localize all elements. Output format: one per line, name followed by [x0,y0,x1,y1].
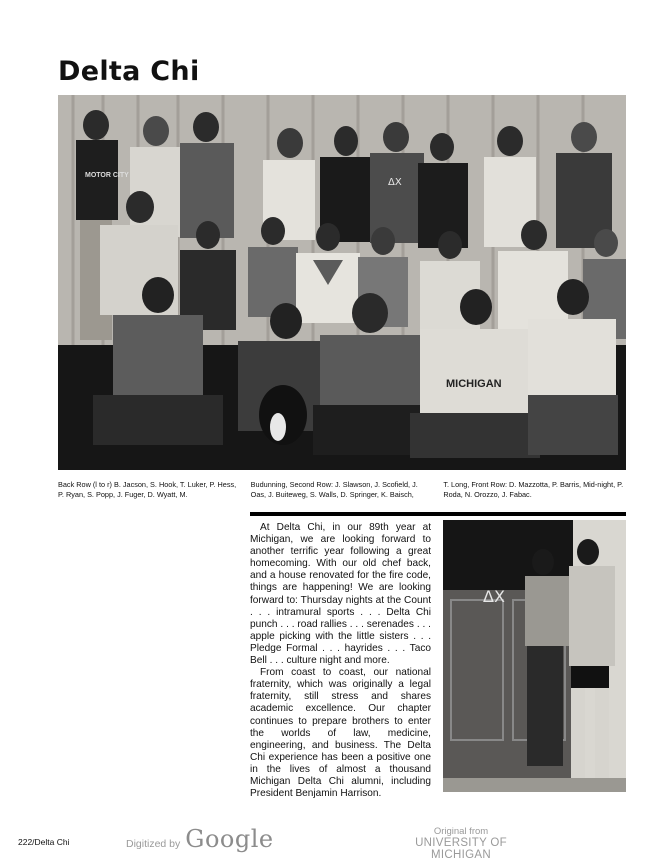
michigan-shirt-text: MICHIGAN [446,378,502,390]
section-rule [250,512,626,516]
motor-city-shirt-text: MOTOR CITY [85,172,129,179]
page-title: Delta Chi [58,56,200,87]
house-photo [443,520,626,792]
digitized-by-google [126,825,274,853]
original-from-label: Original from [433,826,489,837]
google-logo: Google [185,825,274,853]
article-body [250,522,431,800]
article-paragraph-1: At Delta Chi, in our 89th year at Michigan, we are looking forward to another terrific year following a great homecoming. With our old chef back, and a house renovated for the fire code, things are happening! We are looking forward to: Thursday nights at the Count . . . intramural sports . . . Delta Chi punch . . . road rallies . . . serenades . . . apple picking with the little sisters . . . Pledge Formal . . . hayrides . . . Taco Bell . . . culture night and more. [250,522,431,667]
page-number: 222/Delta Chi [18,837,70,847]
article-paragraph-2: From coast to coast, our national fraternity, which was originally a legal fraternity, still stress and shares academic excellence. Our chapter continues to prepare brothers to enter the worlds of law, medicine, engineering, and business. The Delta Chi experience has been a positive one in the lives of almost a thousand Michigan Delta Chi alumni, including President Benjamin Harrison. [250,667,431,800]
caption-col-3: T. Long, Front Row: D. Mazzotta, P. Barris, Mid-night, P. Roda, N. Orozzo, J. Fabac. [443,480,624,499]
house-letters: ΔX [483,587,505,606]
delta-chi-letters: ΔX [388,177,402,188]
original-from-block [388,826,534,861]
caption-col-2: Budunning, Second Row: J. Slawson, J. Scofield, J. Oas, J. Buiteweg, S. Walls, D. Springer, K. Baisch, [250,480,418,499]
caption-col-1: Back Row (l to r) B. Jacson, S. Hook, T. Luker, P. Hess, P. Ryan, S. Popp, J. Fuger, D. Wyatt, M. [58,480,237,499]
digitized-by-label: Digitized by [126,838,181,850]
university-label: UNIVERSITY OF MICHIGAN [415,837,507,861]
photo-caption [58,480,626,500]
group-photo [58,95,626,470]
